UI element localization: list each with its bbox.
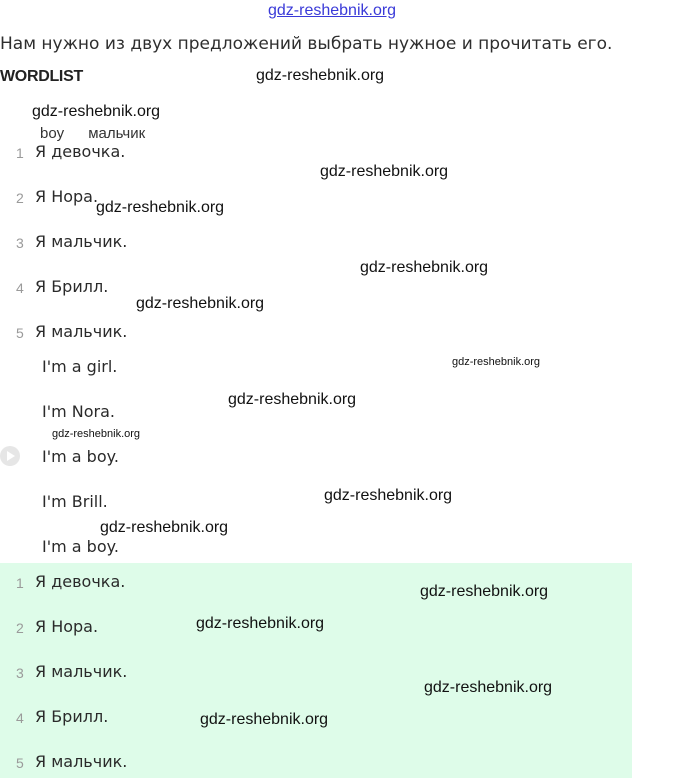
wordlist-heading: WORDLIST <box>0 68 83 85</box>
answer-line <box>16 708 24 727</box>
line-number: 3 <box>16 235 24 251</box>
english-line: I'm Nora. <box>42 402 116 421</box>
english-line: I'm Brill. <box>42 492 108 511</box>
watermark: gdz-reshebnik.org <box>200 711 329 728</box>
answer-line-text: Я девочка. <box>35 572 126 591</box>
line-number: 4 <box>16 710 24 726</box>
task-line-text: Я девочка. <box>35 142 126 161</box>
play-audio-icon[interactable] <box>0 446 20 466</box>
watermark: gdz-reshebnik.org <box>196 615 325 632</box>
instruction-text: Нам нужно из двух предложений выбрать нужное и прочитать его. <box>0 34 613 54</box>
watermark: gdz-reshebnik.org <box>228 391 357 408</box>
watermark: gdz-reshebnik.org <box>360 259 489 276</box>
answer-line-text: Я Нора. <box>35 617 99 636</box>
watermark: gdz-reshebnik.org <box>320 163 449 180</box>
watermark: gdz-reshebnik.org <box>420 583 549 600</box>
line-number: 5 <box>16 325 24 341</box>
english-line: I'm a girl. <box>42 357 118 376</box>
answer-line-text: Я мальчик. <box>35 752 128 771</box>
answer-line <box>16 618 24 637</box>
site-link[interactable]: gdz-reshebnik.org <box>268 2 397 19</box>
watermark: gdz-reshebnik.org <box>32 103 161 120</box>
watermark: gdz-reshebnik.org <box>324 487 453 504</box>
line-number: 1 <box>16 575 24 591</box>
answer-line <box>16 573 24 592</box>
watermark: gdz-reshebnik.org <box>100 519 229 536</box>
task-line-text: Я Нора. <box>35 187 99 206</box>
line-number: 4 <box>16 280 24 296</box>
task-line-text: Я Брилл. <box>35 277 109 296</box>
task-line <box>16 323 24 342</box>
line-number: 1 <box>16 145 24 161</box>
task-line <box>16 278 24 297</box>
answer-line <box>16 663 24 682</box>
line-number: 5 <box>16 755 24 771</box>
watermark: gdz-reshebnik.org <box>424 679 553 696</box>
task-line <box>16 188 24 207</box>
watermark: gdz-reshebnik.org <box>256 67 385 84</box>
watermark: gdz-reshebnik.org <box>96 199 225 216</box>
line-number: 3 <box>16 665 24 681</box>
watermark: gdz-reshebnik.org <box>452 356 541 368</box>
task-line-text: Я мальчик. <box>35 232 128 251</box>
line-number: 2 <box>16 190 24 206</box>
task-line <box>16 233 24 252</box>
english-line: I'm a boy. <box>42 447 119 466</box>
watermark: gdz-reshebnik.org <box>52 428 141 440</box>
line-number: 2 <box>16 620 24 636</box>
answer-line-text: Я Брилл. <box>35 707 109 726</box>
task-line-text: Я мальчик. <box>35 322 128 341</box>
answer-line <box>16 753 24 772</box>
wordlist-word-ru: мальчик <box>88 125 146 142</box>
answer-line-text: Я мальчик. <box>35 662 128 681</box>
watermark: gdz-reshebnik.org <box>136 295 265 312</box>
task-line <box>16 143 24 162</box>
english-line: I'm a boy. <box>42 537 119 556</box>
wordlist-word-en: boy <box>40 125 65 142</box>
